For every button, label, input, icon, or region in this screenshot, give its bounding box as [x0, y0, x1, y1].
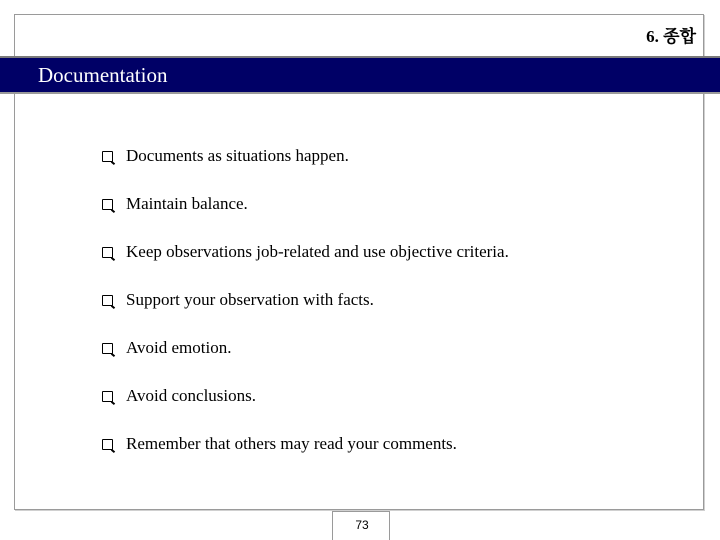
- section-label: 6. 종합: [646, 27, 696, 46]
- bullet-text: Avoid emotion.: [126, 338, 232, 357]
- list-item: [102, 336, 509, 360]
- bullet-text: Remember that others may read your comments.: [126, 434, 457, 453]
- checkbox-icon: [102, 151, 113, 162]
- title-bar: [0, 56, 720, 94]
- list-item: [102, 192, 509, 216]
- bullet-list: [102, 144, 509, 480]
- page-number: 73: [355, 518, 369, 532]
- list-item: [102, 240, 509, 264]
- page-footer: [332, 511, 390, 540]
- checkbox-icon: [102, 199, 113, 210]
- bullet-text: Documents as situations happen.: [126, 146, 349, 165]
- bullet-text: Maintain balance.: [126, 194, 248, 213]
- checkbox-icon: [102, 247, 113, 258]
- list-item: [102, 288, 509, 312]
- checkbox-icon: [102, 295, 113, 306]
- bullet-text: Support your observation with facts.: [126, 290, 374, 309]
- checkbox-icon: [102, 391, 113, 402]
- list-item: [102, 432, 509, 456]
- slide-title: Documentation: [38, 63, 168, 87]
- list-item: [102, 144, 509, 168]
- checkbox-icon: [102, 439, 113, 450]
- bullet-text: Keep observations job-related and use objective criteria.: [126, 242, 509, 261]
- bullet-text: Avoid conclusions.: [126, 386, 257, 405]
- checkbox-icon: [102, 343, 113, 354]
- list-item: [102, 384, 509, 408]
